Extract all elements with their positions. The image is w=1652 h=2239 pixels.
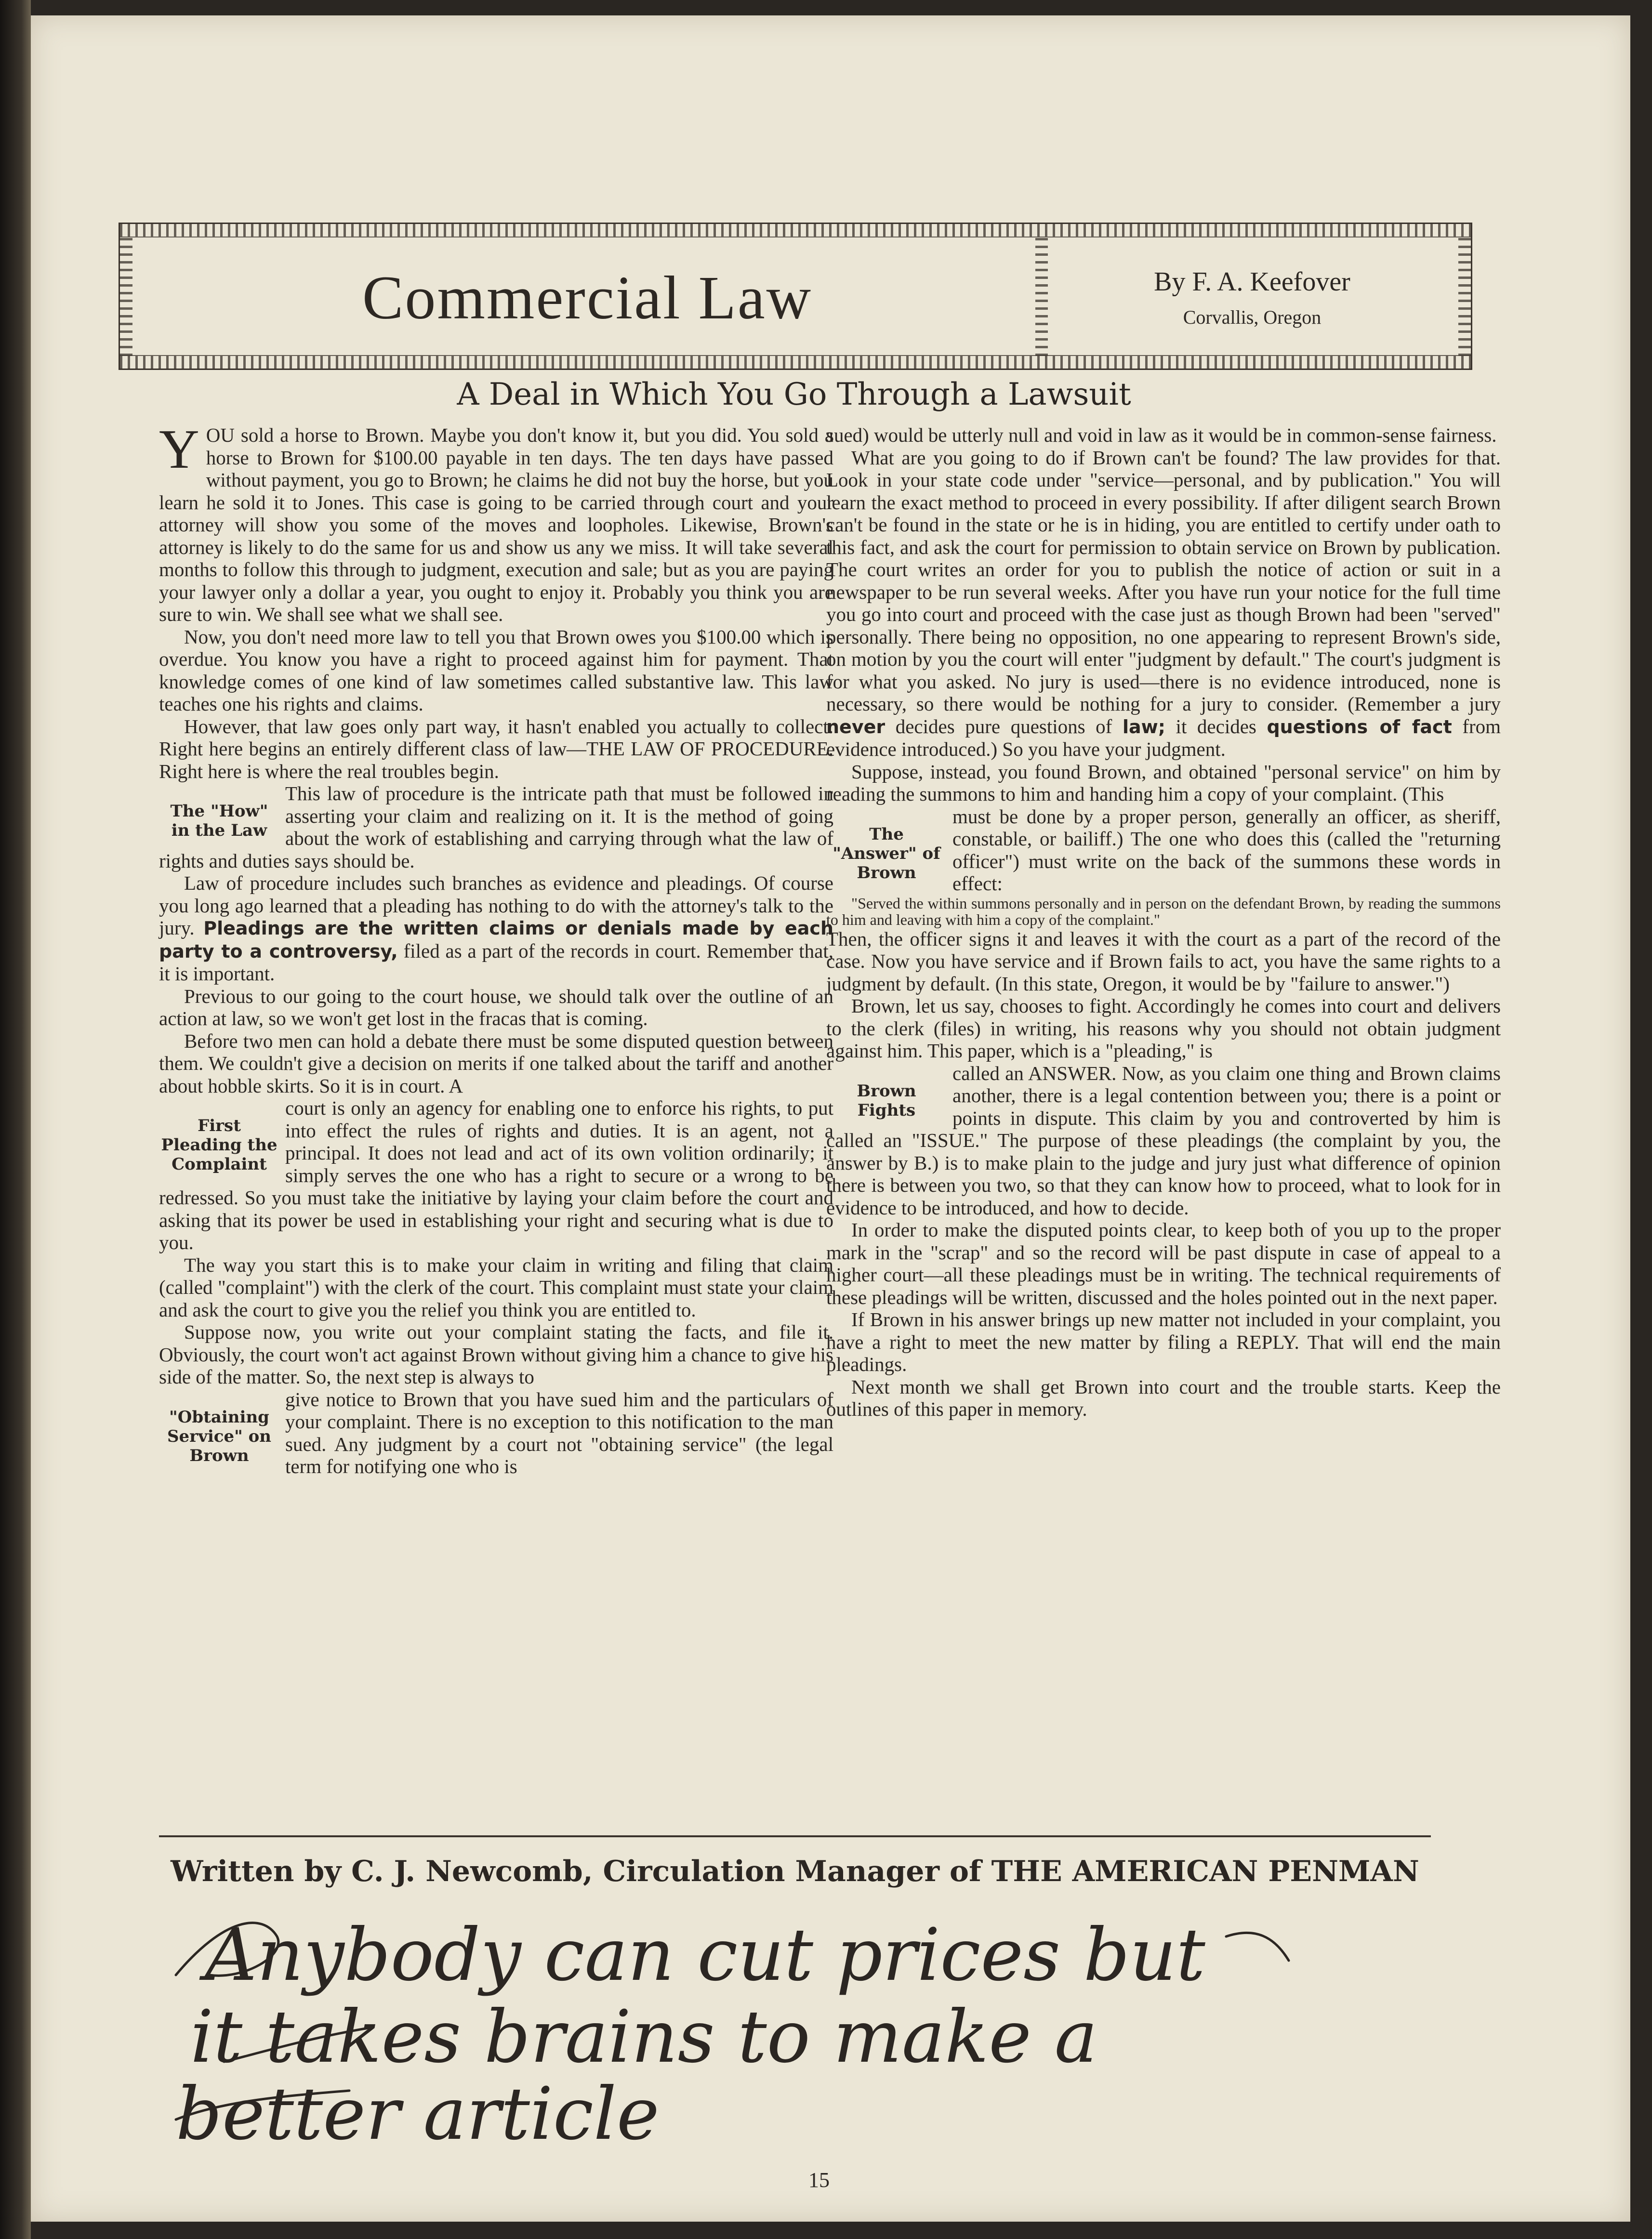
footer-rule: [159, 1835, 1431, 1837]
header-border-divider: [1035, 237, 1048, 356]
header-border-bottom: [120, 355, 1471, 369]
article-title: Commercial Law: [362, 263, 813, 332]
paragraph: Suppose now, you write out your complaint stating the facts, and file it. Obviously, the court won't act against Brown without giving him a chance to give his side of the matter. So, the next step is always to: [159, 1321, 833, 1388]
page-number: 15: [808, 2168, 830, 2192]
sidenote-first-pleading: First Pleading the Complaint: [161, 1116, 278, 1174]
block-quote: "Served the within summons personally and in person on the defendant Brown, by reading the summons to him and leaving with him a copy of the complaint.": [826, 894, 1501, 928]
script-svg: [166, 1908, 1467, 2148]
paragraph: However, that law goes only part way, it hasn't enabled you actually to collect. Right here begins an entirely different class of law—THE LAW OF PROCEDURE. Right here is where the real troubles begin.: [159, 715, 833, 782]
author-byline: By F. A. Keefover: [1154, 267, 1350, 297]
sidenote-brown-fights: Brown Fights: [857, 1081, 916, 1120]
drop-cap: Y: [159, 419, 199, 480]
paragraph: Then, the officer signs it and leaves it with the court as a part of the record of the case. Now you have service and if Brown fails to act, you have the same rights to a judgment by default. (In this state, Oregon, it would be by "failure to answer."): [826, 927, 1501, 995]
handwritten-script-sample: [166, 1908, 1467, 2148]
paragraph: Now, you don't need more law to tell you that Brown owes you $100.00 which is overdue. You know you have a right to proceed against him for payment. That knowledge comes of one kind of law sometimes called substantive law. This law teaches one his rights and claims.: [159, 625, 833, 715]
article-header: [119, 223, 1472, 370]
script-line-2: it takes brains to make a: [190, 1995, 1098, 2079]
sidenote-obtaining-service: "Obtaining Service" on Brown: [167, 1407, 272, 1465]
paragraph: Brown, let us say, chooses to fight. Accordingly he comes into court and delivers to the clerk (files) in writing, his reasons why you should not obtain judgment against him. This paper, which is a "pleading," is: [826, 995, 1501, 1062]
paragraph: Next month we shall get Brown into court and the trouble starts. Keep the outlines of this paper in memory.: [826, 1375, 1501, 1420]
author-location: Corvallis, Oregon: [1183, 306, 1322, 328]
book-spine: [0, 0, 31, 2239]
paragraph: Before two men can hold a debate there must be some disputed question between them. We couldn't give a decision on merits if one talked about the tariff and another about hobble skirts. So it is in court. A: [159, 1029, 833, 1097]
header-border-top: [120, 224, 1471, 237]
script-line-1: Anybody can cut prices but: [205, 1913, 1205, 1997]
paragraph: sued) would be utterly null and void in law as it would be in common-sense fairness.: [826, 424, 1497, 446]
paragraph: The way you start this is to make your claim in writing and filing that claim (called "complaint") with the clerk of the court. This complaint must state your claim and ask the court to give you the relief you think you are entitled to.: [159, 1253, 833, 1321]
paragraph: In order to make the disputed points clear, to keep both of you up to the proper mark in the "scrap" and so the record will be past dispute in case of appeal to a higher court—all these pleadings must be in writing. The technical requirements of these pleadings will be written, discussed and the holes pointed out in the next paper.: [826, 1219, 1501, 1308]
left-column: [159, 419, 834, 1478]
header-border-right: [1458, 237, 1471, 356]
header-border-left: [120, 237, 132, 356]
script-line-3: better article: [176, 2072, 660, 2148]
sidenote-how-in-law: The "How" in the Law: [170, 802, 268, 840]
paragraph: YOU sold a horse to Brown. Maybe you don't know it, but you did. You sold a horse to Brown for $100.00 payable in ten days. The ten days have passed without payment, you go to Brown; he claims he did not buy the horse, but you learn he sold it to Jones. This case is going to be carried through court and your attorney will show you some of the moves and loopholes. Likewise, Brown's attorney is likely to do the same for us and show us any we miss. It will take several months to follow this through to judgment, execution and sale; but as you are paying your lawyer only a dollar a year, you ought to enjoy it. Probably you think you are sure to win. We shall see what we shall see.: [159, 419, 833, 625]
paragraph: give notice to Brown that you have sued him and the particulars of your complaint. There is no exception to this notification to the man sued. Any judgment by a court not "obtaining service" (the legal term for notifying one who is: [285, 1388, 833, 1477]
sidenote-answer-of-brown: The "Answer" of Brown: [833, 824, 940, 882]
paragraph: called an ANSWER. Now, as you claim one thing and Brown claims another, there is a legal contention between you; there is a point or points in dispute. This claim by you and controverted by him is called an "ISSUE." The purpose of these pleadings (the complaint by you, the answer by B.) is to make plain to the judge and jury just what difference of opinion there is between you two, so that they can know how to proceed, what to look for in evidence to be introduced, and how to decide.: [826, 1062, 1501, 1219]
paragraph: Previous to our going to the court house, we should talk over the outline of an action at law, so we won't get lost in the fracas that is coming.: [159, 985, 833, 1029]
paragraph: Law of procedure includes such branches as evidence and pleadings. Of course you long ago learned that a pleading has nothing to do with the attorney's talk to the jury. Pleadings are the written claims or denials made by each party to a controversy, filed as a part of the records in court. Remember that, it is important.: [159, 872, 834, 985]
paragraph: If Brown in his answer brings up new matter not included in your complaint, you have a right to meet the new matter by filing a REPLY. That will end the main pleadings.: [826, 1308, 1501, 1375]
written-by-credit: Written by C. J. Newcomb, Circulation Manager of THE AMERICAN PENMAN: [171, 1855, 1419, 1888]
paragraph: This law of procedure is the intricate path that must be followed in asserting your claim and realizing on it. It is the method of going about the work of establishing and carrying through what the law of rights and duties says should be.: [159, 782, 833, 872]
bold-definition: Pleadings are the written claims or denials made by each party to a controversy,: [159, 918, 834, 962]
paragraph: Suppose, instead, you found Brown, and obtained "personal service" on him by reading the summons to him and handing him a copy of your complaint. (This: [826, 760, 1501, 805]
paragraph: court is only an agency for enabling one to enforce his rights, to put into effect the rules of rights and duties. It is an agent, not a principal. It does not lead and act of its own volition ordinarily; it simply serves the one who has a right to secure or a wrong to be redressed. So you must take the initiative by laying your claim before the court and asking that its power be used in establishing your right and securing what is due to you.: [159, 1097, 833, 1253]
paragraph: must be done by a proper person, generally an officer, as sheriff, constable, or bailiff.) The one who does this (called the "returning officer") must write on the back of the summons these words in effect:: [952, 805, 1501, 895]
right-column: [826, 424, 1501, 1421]
article-subtitle: A Deal in Which You Go Through a Lawsuit: [457, 377, 1131, 412]
paragraph: What are you going to do if Brown can't be found? The law provides for that. Look in your state code under "service—personal, and by publication." You will learn the exact method to proceed in every possibility. If after diligent search Brown can't be found in the state or he is in hiding, you are entitled to certify under oath to this fact, and ask the court for permission to obtain service on Brown by publication. The court writes an order for you to publish the notice of action or suit in a newspaper to be run several weeks. After you have run your notice for the full time you go into court and proceed with the case just as though Brown had been "served" personally. There being no opposition, no one appearing to represent Brown's side, on motion by you the court will enter "judgment by default." The court's judgment is for what you asked. No jury is used—there is no evidence introduced, none is necessary, so there would be nothing for a jury to consider. (Remember a jury never decides pure questions of law; it decides questions of fact from evidence introduced.) So you have your judgment.: [826, 446, 1501, 760]
